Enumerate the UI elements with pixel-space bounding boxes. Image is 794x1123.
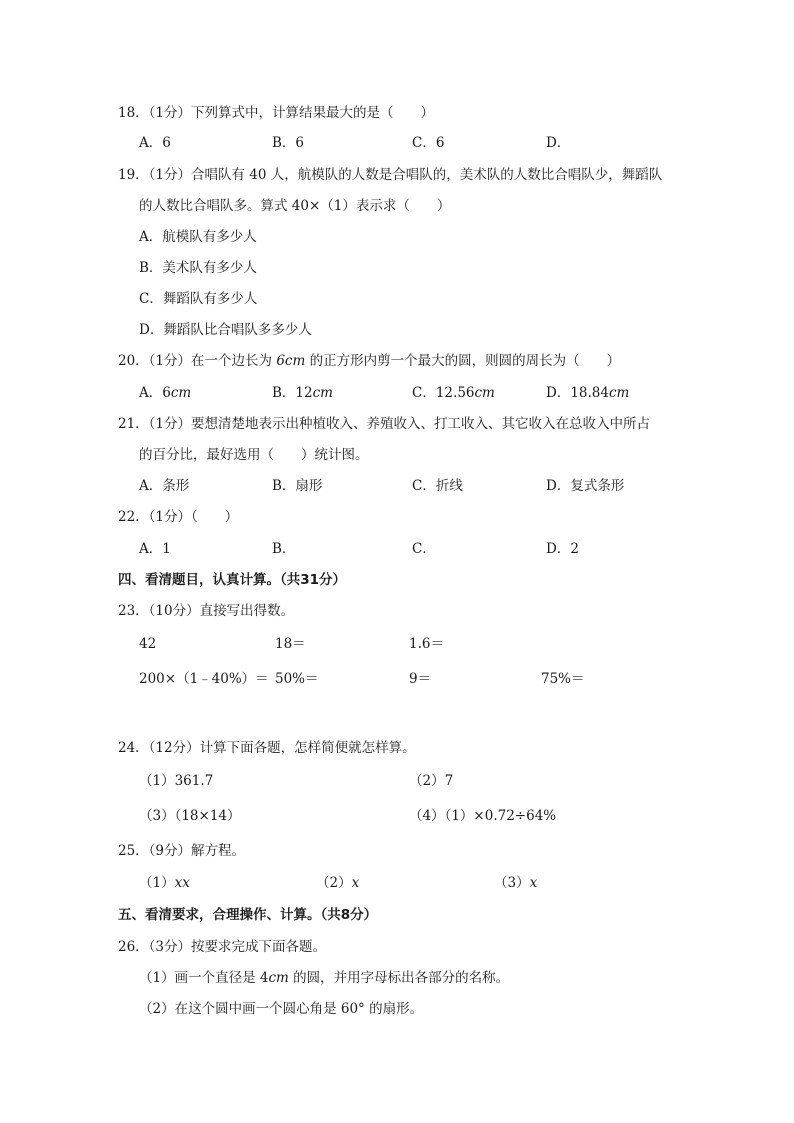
q18-stem: 18．（1分）下列算式中，计算结果最大的是（ ） xyxy=(118,105,435,121)
q20-option-a xyxy=(139,383,191,403)
q22-option-b: B． xyxy=(272,541,296,557)
q20-stem-num: 6 xyxy=(276,353,285,369)
q26-part-1-unit: cm xyxy=(268,970,289,986)
q23-item-6: 9＝ xyxy=(409,671,432,687)
q23-stem: 23．（10分）直接写出得数。 xyxy=(118,603,295,619)
q20-option-b-label: B． xyxy=(272,385,296,401)
q23-item-3: 1.6＝ xyxy=(409,636,444,652)
q21-option-b: B．扇形 xyxy=(272,478,323,494)
q20-option-a-num: 6 xyxy=(162,385,171,401)
q20-option-d-unit: cm xyxy=(608,385,630,401)
q20-option-a-label: A． xyxy=(139,385,163,401)
q19-option-d: D．舞蹈队比合唱队多多少人 xyxy=(139,322,312,338)
q24-item-2: （2）7 xyxy=(409,773,454,789)
q25-stem: 25．（9分）解方程。 xyxy=(118,843,246,859)
q20-option-d xyxy=(546,383,629,403)
q20-option-b-num: 12 xyxy=(295,385,313,401)
q20-option-d-label: D． xyxy=(546,385,571,401)
q20-stem-post: 的正方形内剪一个最大的圆，则圆的周长为（ ） xyxy=(305,353,621,369)
q20-option-c xyxy=(412,383,495,403)
q20-stem xyxy=(118,351,620,371)
q20-option-b-unit: cm xyxy=(312,385,333,401)
q18-option-a: A．6 xyxy=(139,135,171,151)
q26-part-1-post: 的圆，并用字母标出各部分的名称。 xyxy=(288,970,510,986)
q18-option-c: C．6 xyxy=(412,135,445,151)
q18-option-d: D． xyxy=(546,135,571,151)
q18-option-b: B．6 xyxy=(272,135,305,151)
q25-item-1-var: xx xyxy=(174,875,190,891)
q26-part-1-num: 4 xyxy=(259,970,269,986)
q24-stem: 24．（12分）计算下面各题，怎样简便就怎样算。 xyxy=(118,740,416,756)
q22-stem: 22．（1分）（ ） xyxy=(118,509,239,525)
q20-stem-pre: 20．（1分）在一个边长为 xyxy=(118,353,277,369)
q23-item-4: 200×（1﹣40%）＝ xyxy=(139,671,269,687)
q20-option-c-num: 12.56 xyxy=(435,385,475,401)
q26-part-1-pre: （1）画一个直径是 xyxy=(139,970,260,986)
q26-part-1 xyxy=(139,968,509,988)
q25-item-3 xyxy=(494,873,537,893)
q22-option-c: C． xyxy=(412,541,436,557)
q21-option-c: C．折线 xyxy=(412,478,463,494)
q20-option-c-unit: cm xyxy=(474,385,495,401)
q25-item-2-label: （2） xyxy=(316,875,352,891)
q26-stem: 26．（3分）按要求完成下面各题。 xyxy=(118,939,327,955)
q21-option-d: D．复式条形 xyxy=(546,478,625,494)
q22-option-d: D．2 xyxy=(546,541,579,557)
q23-item-2: 18＝ xyxy=(275,636,306,652)
section-5-heading: 五、看清要求，合理操作、计算。（共8分） xyxy=(118,907,378,923)
q21-stem-line1: 21．（1分）要想清楚地表示出种植收入、养殖收入、打工收入、其它收入在总收入中所占 xyxy=(118,416,651,432)
q25-item-2 xyxy=(316,873,359,893)
q25-item-1-label: （1） xyxy=(139,875,175,891)
q22-option-a: A．1 xyxy=(139,541,171,557)
q19-stem-line2: 的人数比合唱队多。算式 40×（1）表示求（ ） xyxy=(139,198,451,214)
q19-option-b: B．美术队有多少人 xyxy=(139,260,257,276)
q21-option-a: A．条形 xyxy=(139,478,190,494)
q20-option-d-num: 18.84 xyxy=(570,385,609,401)
q24-item-3: （3）（18×14） xyxy=(139,808,241,824)
q19-stem-line1: 19．（1分）合唱队有 40 人，航模队的人数是合唱队的，美术队的人数比合唱队少，舞蹈队 xyxy=(118,167,663,183)
q21-stem-line2: 的百分比，最好选用（ ）统计图。 xyxy=(139,447,369,463)
q24-item-1: （1）361.7 xyxy=(139,773,214,789)
section-4-heading: 四、看清题目，认真计算。（共31分） xyxy=(118,572,347,588)
q20-option-c-label: C． xyxy=(412,385,436,401)
q23-item-7: 75%＝ xyxy=(541,671,585,687)
q25-item-3-label: （3） xyxy=(494,875,530,891)
q23-item-5: 50%＝ xyxy=(275,671,319,687)
q25-item-2-var: x xyxy=(351,875,360,891)
q19-option-c: C．舞蹈队有多少人 xyxy=(139,291,258,307)
q25-item-3-var: x xyxy=(529,875,538,891)
q20-option-a-unit: cm xyxy=(170,385,192,401)
q23-item-1: 42 xyxy=(139,636,157,652)
q24-item-4: （4）（1）×0.72÷64% xyxy=(409,808,557,824)
q20-stem-unit: cm xyxy=(284,353,306,369)
q26-part-2: （2）在这个圆中画一个圆心角是 60° 的扇形。 xyxy=(139,1001,424,1017)
q20-option-b xyxy=(272,383,333,403)
q25-item-1 xyxy=(139,873,190,893)
q19-option-a: A．航模队有多少人 xyxy=(139,229,257,245)
